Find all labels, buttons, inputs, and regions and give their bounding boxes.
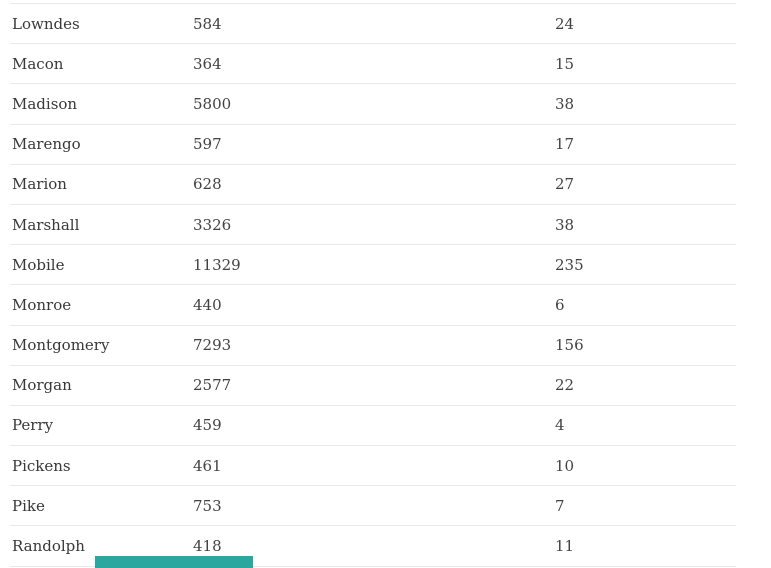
value-column-1: 418	[193, 537, 222, 556]
value-column-2: 22	[555, 376, 575, 395]
value-column-2: 156	[555, 336, 584, 355]
table-row	[10, 366, 736, 406]
value-column-1: 461	[193, 456, 222, 475]
table-row	[10, 446, 736, 486]
table-row	[10, 205, 736, 245]
value-column-2: 6	[555, 295, 565, 314]
county-name: Montgomery	[12, 336, 110, 355]
county-name: Pike	[12, 496, 45, 515]
value-column-1: 440	[193, 295, 222, 314]
value-column-2: 10	[555, 456, 575, 475]
value-column-2: 235	[555, 255, 584, 274]
value-column-1: 3326	[193, 215, 232, 234]
county-name: Marengo	[12, 135, 81, 154]
table-row	[10, 285, 736, 325]
county-name: Pickens	[12, 456, 71, 475]
county-name: Morgan	[12, 376, 72, 395]
value-column-2: 7	[555, 496, 565, 515]
value-column-2: 38	[555, 215, 575, 234]
value-column-1: 459	[193, 416, 222, 435]
value-column-1: 7293	[193, 336, 232, 355]
table-row	[10, 406, 736, 446]
value-column-1: 584	[193, 14, 222, 33]
county-name: Randolph	[12, 537, 85, 556]
county-data-table	[10, 0, 736, 567]
value-column-2: 15	[555, 54, 575, 73]
value-column-2: 24	[555, 14, 575, 33]
county-name: Mobile	[12, 255, 65, 274]
value-column-2: 17	[555, 135, 575, 154]
county-name: Marshall	[12, 215, 80, 234]
value-column-2: 4	[555, 416, 565, 435]
table-row	[10, 125, 736, 165]
county-name: Macon	[12, 54, 64, 73]
table-row	[10, 4, 736, 44]
value-column-2: 11	[555, 537, 575, 556]
value-column-1: 364	[193, 54, 222, 73]
value-column-1: 628	[193, 175, 222, 194]
county-name: Monroe	[12, 295, 72, 314]
table-row	[10, 165, 736, 205]
value-column-1: 2577	[193, 376, 232, 395]
value-column-1: 597	[193, 135, 222, 154]
county-name: Lowndes	[12, 14, 80, 33]
table-row	[10, 326, 736, 366]
value-column-2: 27	[555, 175, 575, 194]
county-name: Marion	[12, 175, 67, 194]
value-column-1: 11329	[193, 255, 241, 274]
table-row	[10, 44, 736, 84]
value-column-1: 753	[193, 496, 222, 515]
value-column-2: 38	[555, 94, 575, 113]
county-name: Perry	[12, 416, 54, 435]
value-column-1: 5800	[193, 94, 232, 113]
partial-teal-element[interactable]	[95, 556, 253, 568]
table-row	[10, 245, 736, 285]
table-row	[10, 486, 736, 526]
county-name: Madison	[12, 94, 78, 113]
table-row	[10, 84, 736, 124]
